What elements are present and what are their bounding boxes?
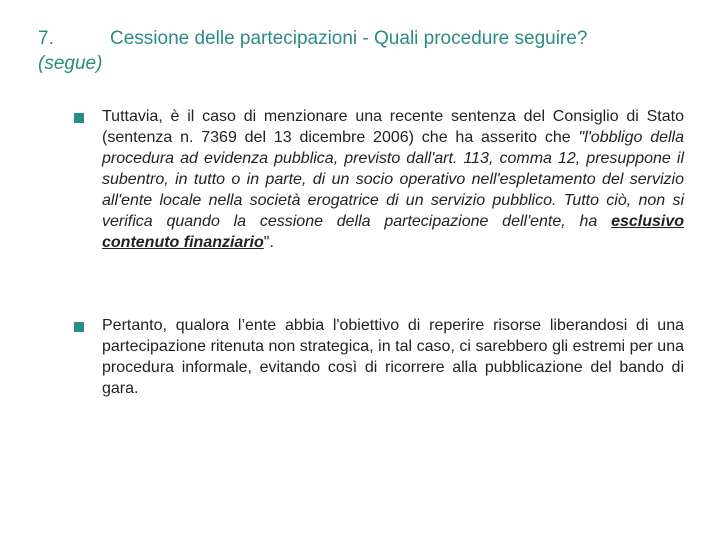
slide-title xyxy=(38,26,688,76)
title-number: 7. xyxy=(38,28,54,49)
bullet-1-quote-body: "l'obbligo della procedura ad evidenza pubblica, previsto dall'art. 113, comma 12, presuppone il subentro, in tutto o in parte, di un socio operativo nell'espletamento del servizio all'ente locale nella società erogatrice di un servizio pubblico. Tutto ciò, non si verifica quando la cessione della partecipazione dell'ente, ha xyxy=(102,129,685,230)
square-bullet-icon xyxy=(74,322,84,332)
bullet-1-intro: Tuttavia, è il caso di menzionare una recente sentenza del Consiglio di Stato (sentenza n. 7369 del 13 dicembre 2006) che ha asserito che xyxy=(102,108,684,146)
bullet-1-quote xyxy=(102,129,684,251)
bullet-1-emphasis-exclusive: esclusivo xyxy=(611,213,684,230)
title-subtitle: (segue) xyxy=(38,53,103,74)
bullet-text-2: Pertanto, qualora l’ente abbia l'obiettivo di reperire risorse liberandosi di una partecipazione ritenuta non strategica, in tal caso, ci sarebbero gli estremi per una procedura informale, evitando così di ricorrere alla pubblicazione del bando di gara. xyxy=(102,317,684,397)
bullet-1-emphasis-financial: contenuto finanziario xyxy=(102,234,264,251)
square-bullet-icon xyxy=(74,113,84,123)
bullet-text-1 xyxy=(102,106,684,253)
title-main: Cessione delle partecipazioni - Quali procedure seguire? xyxy=(110,28,588,49)
bullet-1-end: ". xyxy=(263,234,274,251)
bullet-item-1 xyxy=(74,106,684,253)
bullet-item-2 xyxy=(74,315,684,399)
